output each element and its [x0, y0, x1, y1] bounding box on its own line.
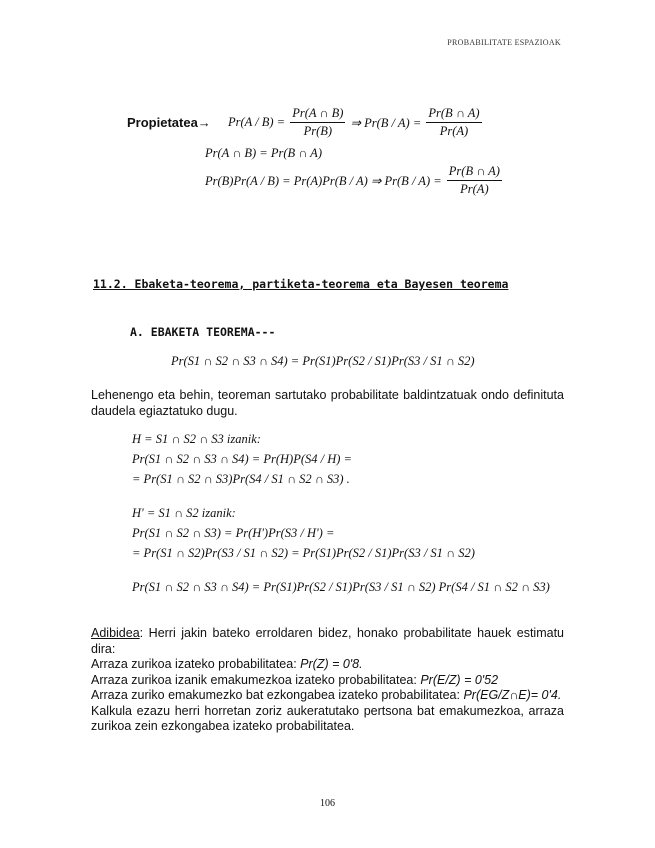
- fraction-1-denominator: Pr(B): [303, 124, 333, 138]
- derivation-step-1-line-2: = Pr(S1 ∩ S2 ∩ S3)Pr(S4 / S1 ∩ S2 ∩ S3) .: [132, 472, 350, 486]
- fraction-3-denominator: Pr(A): [460, 182, 489, 196]
- derivation-step-1-def: H = S1 ∩ S2 ∩ S3 izanik:: [132, 432, 261, 446]
- property-line-3: [205, 164, 504, 197]
- example-label: Adibidea: [91, 626, 140, 640]
- fraction-3-numerator: Pr(B ∩ A): [447, 164, 502, 181]
- section-heading: 11.2. Ebaketa-teorema, partiketa-teorema eta Bayesen teorema: [93, 277, 509, 291]
- example-line-1-text: Arraza zurikoa izateko probabilitatea:: [91, 657, 301, 671]
- derivation-step-1-line-1: Pr(S1 ∩ S2 ∩ S3 ∩ S4) = Pr(H)P(S4 / H) =: [132, 452, 352, 466]
- fraction-2-numerator: Pr(B ∩ A): [426, 106, 481, 123]
- running-header: PROBABILITATE ESPAZIOAK: [447, 38, 561, 47]
- example-line-1-value: Pr(Z) = 0'8.: [300, 657, 363, 671]
- example-intro-text: : Herri jakin bateko erroldaren bidez, honako probabilitate hauek estimatu dira:: [91, 626, 564, 656]
- example-line-2-text: Arraza zurikoa izanik emakumezkoa izateko probabilitatea:: [91, 672, 421, 687]
- intro-paragraph: Lehenengo eta behin, teoreman sartutako probabilitate baldintzatuak ondo definituta daudela egiaztatuko dugu.: [91, 388, 564, 418]
- fraction-1: [290, 106, 345, 139]
- fraction-1-numerator: Pr(A ∩ B): [290, 106, 345, 123]
- property-line-1-left: Pr(A / B) =: [227, 115, 286, 129]
- derivation-result: Pr(S1 ∩ S2 ∩ S3 ∩ S4) = Pr(S1)Pr(S2 / S1)Pr(S3 / S1 ∩ S2) Pr(S4 / S1 ∩ S2 ∩ S3): [132, 580, 550, 594]
- property-label: Propietatea→: [127, 115, 211, 130]
- fraction-2-denominator: Pr(A): [439, 124, 469, 138]
- example-intro: [91, 626, 564, 657]
- example-line-3-value: Pr(EG/Z∩E)= 0'4.: [463, 688, 562, 702]
- derivation-step-2-line-1: Pr(S1 ∩ S2 ∩ S3) = Pr(H')Pr(S3 / H') =: [132, 526, 335, 540]
- subsection-heading: A. EBAKETA TEOREMA---: [130, 325, 276, 339]
- example-block: [91, 626, 564, 735]
- page-number: 106: [320, 798, 335, 809]
- derivation-step-2-line-2: = Pr(S1 ∩ S2)Pr(S3 / S1 ∩ S2) = Pr(S1)Pr(S2 / S1)Pr(S3 / S1 ∩ S2): [132, 546, 475, 560]
- example-question: Kalkula ezazu herri horretan zoriz aukeratutako pertsona bat emakumezkoa, arraza zurikoa zein ezkongabea izateko probabilitatea.: [91, 703, 564, 733]
- example-line-3: [91, 688, 564, 704]
- example-line-2: [91, 673, 564, 689]
- property-line-1: [127, 106, 484, 139]
- fraction-2: [426, 106, 481, 139]
- derivation-step-2-def: H' = S1 ∩ S2 izanik:: [132, 506, 236, 520]
- property-line-1-mid: ⇒ Pr(B / A) =: [350, 115, 422, 130]
- property-line-2: Pr(A ∩ B) = Pr(B ∩ A): [205, 146, 322, 160]
- example-line-1: [91, 657, 564, 673]
- fraction-3: [447, 164, 502, 197]
- example-line-3-text: Arraza zuriko emakumezko bat ezkongabea izateko probabilitatea:: [91, 688, 464, 702]
- example-line-2-value: Pr(E/Z) = 0'52: [420, 672, 499, 687]
- property-line-3-left: Pr(B)Pr(A / B) = Pr(A)Pr(B / A) ⇒ Pr(B / A) =: [205, 173, 442, 188]
- main-theorem-formula: Pr(S1 ∩ S2 ∩ S3 ∩ S4) = Pr(S1)Pr(S2 / S1)Pr(S3 / S1 ∩ S2): [171, 354, 475, 368]
